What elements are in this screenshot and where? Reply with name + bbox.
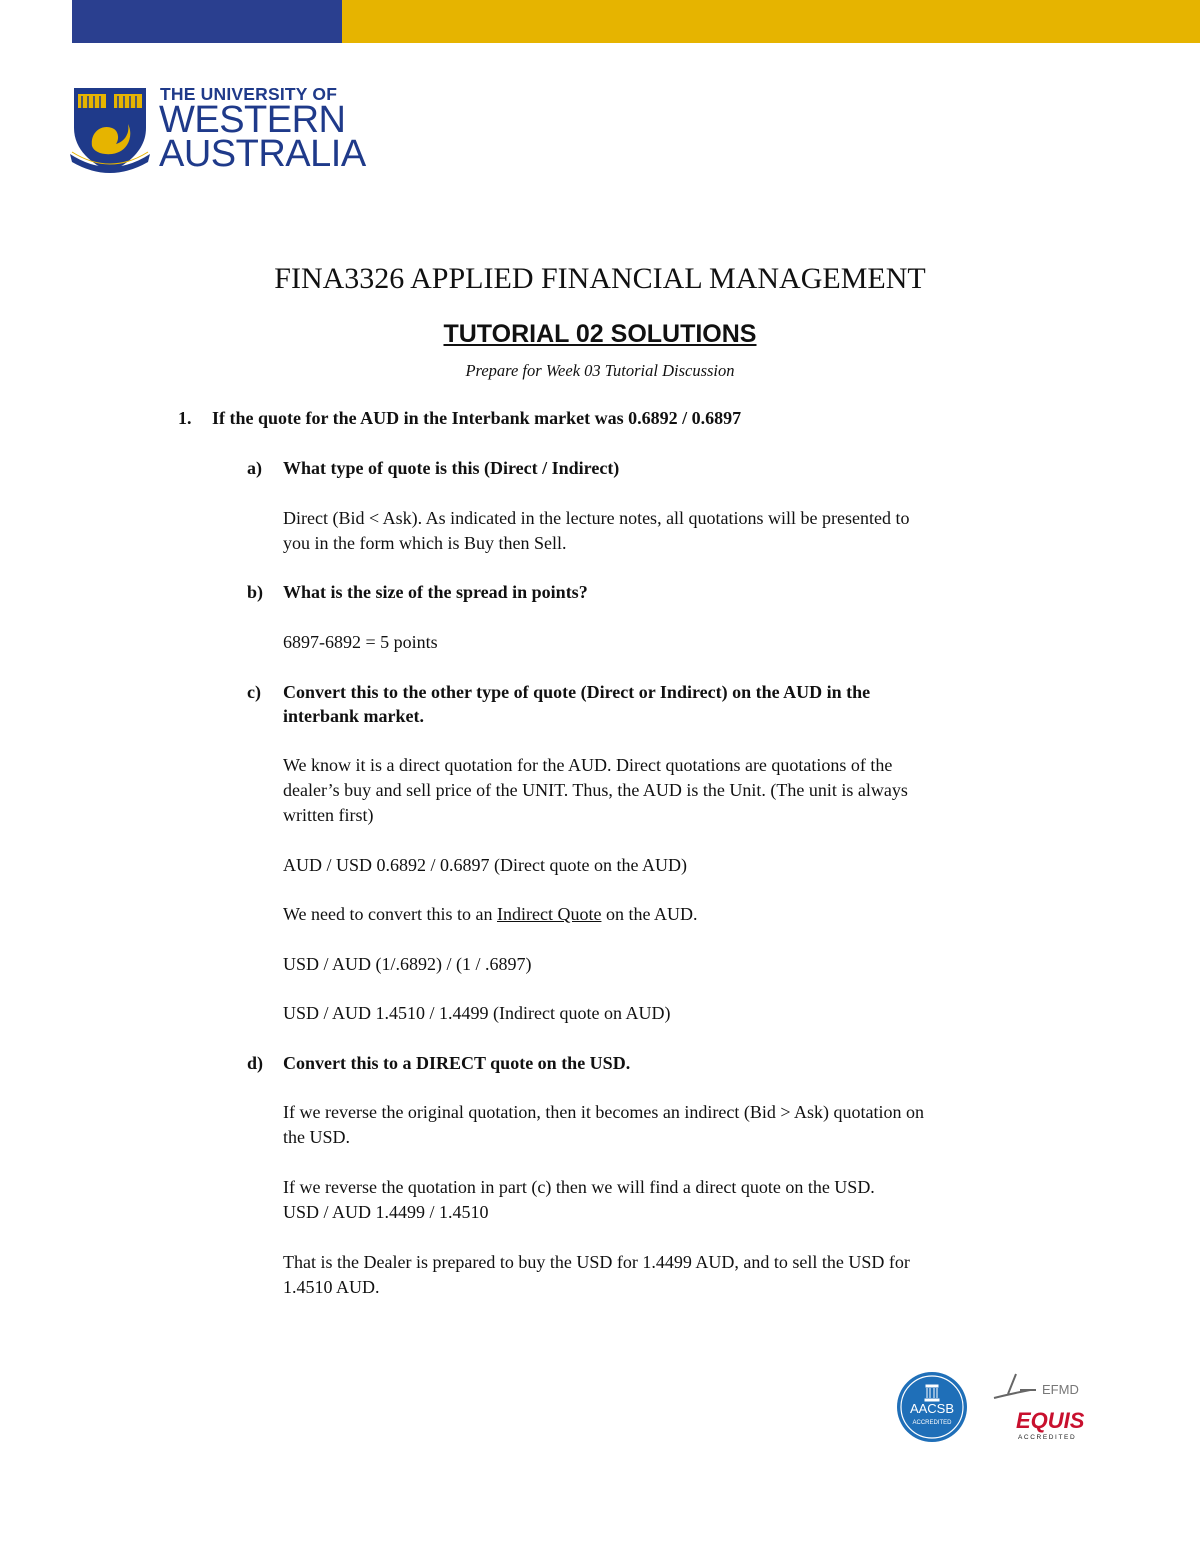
part-a-question: What type of quote is this (Direct / Indirect) <box>283 458 620 478</box>
part-b-answer: 6897-6892 = 5 points <box>283 632 438 652</box>
indirect-quote-term: Indirect Quote <box>497 904 602 924</box>
equis-label: EQUIS <box>1016 1408 1085 1433</box>
part-c-p2: AUD / USD 0.6892 / 0.6897 (Direct quote on the AUD) <box>283 855 687 875</box>
part-d-p2-line1: If we reverse the quotation in part (c) then we will find a direct quote on the USD. <box>283 1177 875 1197</box>
course-title: FINA3326 APPLIED FINANCIAL MANAGEMENT <box>274 262 926 295</box>
part-c-p3-post: on the AUD. <box>601 904 698 924</box>
aacsb-badge-icon <box>896 1371 968 1443</box>
part-c-p3-pre: We need to convert this to an <box>283 904 497 924</box>
part-c-p3 <box>283 902 697 927</box>
university-logo <box>68 84 366 176</box>
part-d-p3-line1: That is the Dealer is prepared to buy the USD for 1.4499 AUD, and to sell the USD for <box>283 1252 910 1272</box>
part-d-question: Convert this to a DIRECT quote on the USD. <box>283 1053 631 1073</box>
header-bar-gold <box>342 0 1200 43</box>
part-b-marker: b) <box>247 582 264 602</box>
part-c-question-line2: interbank market. <box>283 706 424 726</box>
prepare-line: Prepare for Week 03 Tutorial Discussion <box>465 361 735 380</box>
question-number: 1. <box>178 408 192 428</box>
part-c-marker: c) <box>247 682 261 702</box>
part-d-p3-line2: 1.4510 AUD. <box>283 1277 380 1297</box>
part-c-question-line1: Convert this to the other type of quote (Direct or Indirect) on the AUD in the <box>283 682 871 702</box>
part-c-p1-line1: We know it is a direct quotation for the AUD. Direct quotations are quotations of the <box>283 755 893 775</box>
equis-status: ACCREDITED <box>1018 1434 1077 1441</box>
question-text: If the quote for the AUD in the Interbank market was 0.6892 / 0.6897 <box>212 408 742 428</box>
part-d-marker: d) <box>247 1053 264 1073</box>
logo-line3: AUSTRALIA <box>159 133 366 175</box>
equis-badge-icon <box>990 1368 1086 1442</box>
part-c-p5: USD / AUD 1.4510 / 1.4499 (Indirect quote on AUD) <box>283 1003 671 1023</box>
part-a-answer-line1: Direct (Bid < Ask). As indicated in the lecture notes, all quotations will be presented to <box>283 508 910 528</box>
university-crest-icon <box>68 84 152 176</box>
efmd-label: EFMD <box>1042 1382 1079 1397</box>
part-c-p1-line3: written first) <box>283 805 374 825</box>
part-d-p2-line2: USD / AUD 1.4499 / 1.4510 <box>283 1202 489 1222</box>
logo-line1: THE UNIVERSITY OF <box>160 84 338 104</box>
part-d-p1-line2: the USD. <box>283 1127 350 1147</box>
header-bar-blue <box>72 0 342 43</box>
part-b-question: What is the size of the spread in points? <box>283 582 588 602</box>
part-d-p1-line1: If we reverse the original quotation, then it becomes an indirect (Bid > Ask) quotation on <box>283 1102 924 1122</box>
logo-line2: WESTERN <box>159 99 346 141</box>
part-c-p4: USD / AUD (1/.6892) / (1 / .6897) <box>283 954 532 974</box>
aacsb-status: ACCREDITED <box>912 1420 952 1426</box>
tutorial-title: TUTORIAL 02 SOLUTIONS <box>443 320 757 348</box>
part-a-answer-line2: you in the form which is Buy then Sell. <box>283 533 567 553</box>
part-c-p1-line2: dealer’s buy and sell price of the UNIT. Thus, the AUD is the Unit. (The unit is always <box>283 780 908 800</box>
part-a-marker: a) <box>247 458 262 478</box>
aacsb-name: AACSB <box>909 1401 955 1416</box>
